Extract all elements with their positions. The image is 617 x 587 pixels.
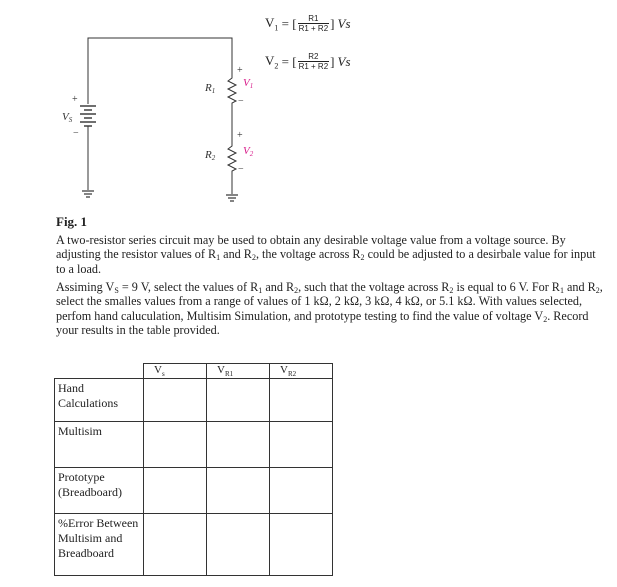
r1-resistor: [228, 70, 236, 118]
cell-prototype-vs[interactable]: [144, 468, 207, 514]
r1-label: R1: [205, 82, 216, 95]
cell-hand-vr1[interactable]: [207, 379, 270, 422]
equation-v2: $V_2$ = [ $\frac{R2}{R1 + R2}$ ] Vs: [265, 52, 351, 71]
cell-prototype-vr2[interactable]: [270, 468, 333, 514]
v1-fraction: $\frac{R1}{R1 + R2}$: [298, 14, 329, 33]
paragraph-instructions: Assiming $V_S = 9$ V, select the values of $R_1$ and $R_2$, such that the voltage across $R_2$ is equal to 6 V. For $R_1$ and $R_2$, select the smalles values from a range of values of 1 kΩ, 2 kΩ, 3 kΩ, 4 kΩ, or 5.1 kΩ. With values selected, perfom hand caluculation, Multisim Simulation, and prototype testing to find the value of voltage $V_2$. Record your results in the table provided.: [56, 280, 603, 338]
ground-icon-right: [226, 195, 238, 201]
r2-resistor: [228, 140, 236, 194]
v2-lhs: $V_2$: [265, 52, 279, 71]
row-label-percent-error: %Error Between Multisim and Breadboard: [55, 514, 144, 576]
figure-caption: Fig. 1: [56, 214, 88, 229]
v2-minus: −: [238, 164, 244, 175]
v1-plus: +: [237, 65, 243, 76]
paragraph-intro: A two-resistor series circuit may be used to obtain any desirable voltage value from a voltage source. By adjusting the resistor values of $R_1$ and $R_2$, the voltage across $R_2$ could be adjusted to a desirbale value for input to a load.: [56, 233, 596, 276]
vs-label: VS: [62, 111, 73, 124]
battery-icon: [80, 106, 96, 126]
v1-suffix: Vs: [337, 15, 351, 31]
equation-v1: $V_1$ = [ $\frac{R1}{R1 + R2}$ ] Vs: [265, 14, 351, 33]
cell-prototype-vr1[interactable]: [207, 468, 270, 514]
v1-lhs: $V_1$: [265, 14, 279, 33]
row-label-multisim: Multisim: [55, 422, 144, 468]
table-corner: [55, 364, 144, 379]
top-wire: [88, 38, 232, 104]
cell-multisim-vs[interactable]: [144, 422, 207, 468]
results-table: [54, 363, 333, 576]
table-row: [55, 468, 333, 514]
v1-minus: −: [238, 96, 244, 107]
table-row: [55, 422, 333, 468]
row-label-hand-calculations: Hand Calculations: [55, 379, 144, 422]
header-vs: $V_s$: [144, 364, 207, 379]
source-plus: +: [72, 94, 78, 105]
cell-multisim-vr1[interactable]: [207, 422, 270, 468]
cell-error-vr2[interactable]: [270, 514, 333, 576]
table-row: [55, 379, 333, 422]
ground-icon-left: [82, 191, 94, 197]
cell-hand-vr2[interactable]: [270, 379, 333, 422]
table-row: [55, 514, 333, 576]
circuit-diagram: [0, 0, 617, 215]
v2-suffix: Vs: [337, 53, 351, 69]
v2-plus: +: [237, 130, 243, 141]
header-vr1: $V_{R1}$: [207, 364, 270, 379]
cell-multisim-vr2[interactable]: [270, 422, 333, 468]
cell-hand-vs[interactable]: [144, 379, 207, 422]
cell-error-vs[interactable]: [144, 514, 207, 576]
source-minus: −: [73, 128, 79, 139]
header-vr2: $V_{R2}$: [270, 364, 333, 379]
v1-label: V1: [243, 77, 254, 90]
v2-fraction: $\frac{R2}{R1 + R2}$: [298, 52, 329, 71]
table-header-row: [55, 364, 333, 379]
v2-label: V2: [243, 145, 254, 158]
r2-label: R2: [205, 149, 216, 162]
cell-error-vr1[interactable]: [207, 514, 270, 576]
row-label-prototype: Prototype (Breadboard): [55, 468, 144, 514]
